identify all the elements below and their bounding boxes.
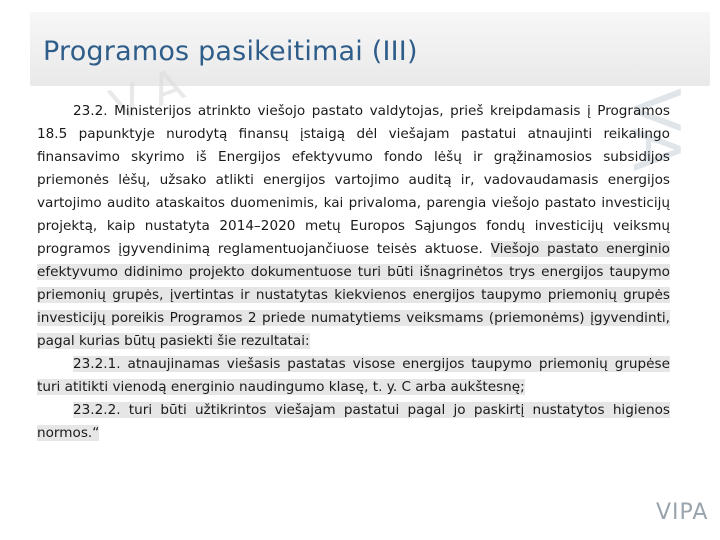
background-watermark: V A: [103, 58, 191, 133]
slide-title: Programos pasikeitimai (III): [43, 36, 418, 67]
item-23-2-2: [37, 399, 670, 445]
item-23-2-1-text: 23.2.1. atnaujinamas viešasis pastatas visose energijos taupymo priemonių grupėse turi atitikti vienodą energinio naudingumo klasę, t. y. C arba aukštesnę;: [37, 356, 670, 395]
vipa-logo: VIPA: [656, 500, 709, 525]
slide-body: [37, 100, 670, 445]
paragraph-plain-text: 23.2. Ministerijos atrinkto viešojo pastato valdytojas, prieš kreipdamasis į Programos 18.5 papunktyje nurodytą finansų įstaigą dėl viešajam pastatui atnaujinti reikalingo finansavimo skyrimo iš Energijos efektyvumo fondo lėšų ir grąžinamosios subsidijos priemonės lėšų, užsako atlikti energijos vartojimo auditą ir, vadovaudamasis energijos vartojimo audito ataskaitos duomenimis, kai privaloma, parengia viešojo pastato investicijų projektą, kaip nustatyta 2014–2020 metų Europos Sąjungos fondų investicijų veiksmų programos įgyvendinimą reglamentuojančiuose teisės aktuose.: [37, 103, 670, 257]
side-watermark: VA: [618, 88, 692, 172]
item-23-2-1: [37, 353, 670, 399]
item-23-2-2-text: 23.2.2. turi būti užtikrintos viešajam pastatui pagal jo paskirtį nustatytos higienos normos.“: [37, 402, 670, 441]
paragraph-highlight-text: Viešojo pastato energinio efektyvumo didinimo projekto dokumentuose turi būti išnagrinėtos trys energijos taupymo priemonių grupės, įvertintas ir nustatytas kiekvienos energijos taupymo priemonių grupės investicijų poreikis Programos 2 priede numatytiems veiksmams (priemonėms) įgyvendinti, pagal kurias būtų pasiekti šie rezultatai:: [37, 241, 670, 349]
paragraph-23-2: [37, 100, 670, 353]
